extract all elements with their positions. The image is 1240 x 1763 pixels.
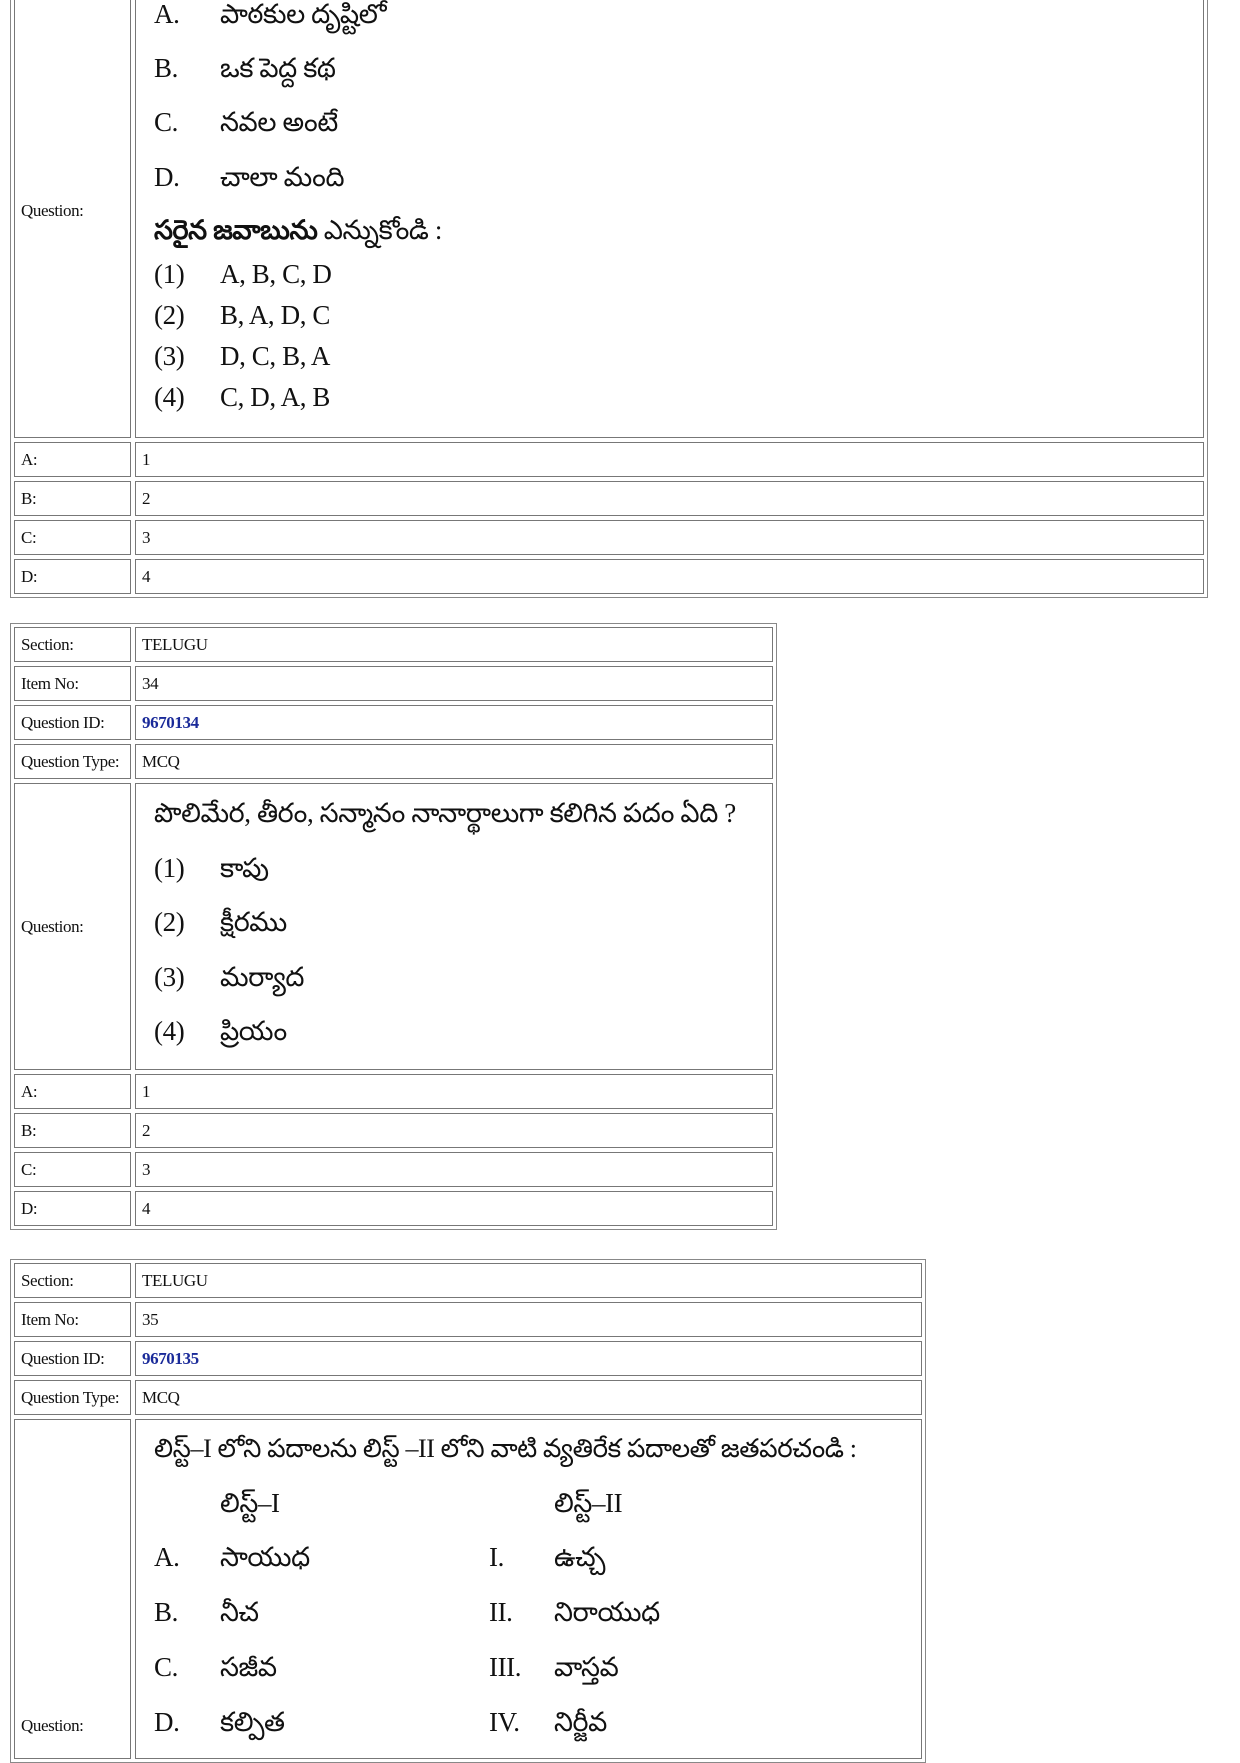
option-text: ఒక పెద్ద కథ [220,53,336,83]
answer-label: A: [14,442,131,477]
choice-text: D, C, B, A [220,341,331,371]
list1-text: సాయుధ [220,1542,310,1572]
choice-key: (3) [154,962,185,992]
list1-key: C. [154,1652,178,1682]
answer-value: 4 [135,1191,773,1226]
option-key: D. [154,162,180,192]
answer-label: B: [14,481,131,516]
option-text: పాఠకుల దృష్టిలో [220,0,387,29]
choice-text: B, A, D, C [220,300,331,330]
question-type-value: MCQ [135,1380,922,1415]
answer-value: 2 [135,481,1204,516]
choice-key: (2) [154,300,185,330]
section-value: TELUGU [135,627,773,662]
choice-text: C, D, A, B [220,382,331,412]
question-id-value: 9670135 [135,1341,922,1376]
question-type-label: Question Type: [14,1380,131,1415]
question-label: Question: [14,1419,131,1759]
choice-key: (2) [154,907,185,937]
option-text: నవల అంటే [220,107,338,137]
item-no-label: Item No: [14,1302,131,1337]
answer-label: B: [14,1113,131,1148]
answer-value: 3 [135,520,1204,555]
answer-value: 3 [135,1152,773,1187]
answer-value: 1 [135,442,1204,477]
answer-label: D: [14,559,131,594]
choice-key: (4) [154,382,185,412]
question-type-value: MCQ [135,744,773,779]
answer-label: D: [14,1191,131,1226]
item-no-value: 34 [135,666,773,701]
section-label: Section: [14,627,131,662]
instruction-bold: సరైన జవాబును [154,215,318,245]
list2-text: వాస్తవ [554,1652,619,1682]
instruction [154,215,442,253]
list1-text: సజీవ [220,1652,277,1682]
question-type-label: Question Type: [14,744,131,779]
list2-key: III. [489,1652,522,1682]
list2-key: IV. [489,1707,520,1737]
section-label: Section: [14,1263,131,1298]
item-no-value: 35 [135,1302,922,1337]
option-key: A. [154,0,180,29]
option-text: చాలా మంది [220,162,345,192]
instruction-rest: ఎన్నుకోండి : [317,215,442,245]
answer-label: C: [14,1152,131,1187]
choice-text: క్షీరము [220,907,287,937]
question-table-34 [10,623,777,1230]
list1-text: నీచ [220,1597,259,1627]
list1-text: కల్పిత [220,1707,285,1737]
question-table-35 [10,1259,926,1763]
question-content [135,0,1204,438]
answer-value: 2 [135,1113,773,1148]
choice-text: A, B, C, D [220,259,332,289]
question-id-label: Question ID: [14,1341,131,1376]
answer-label: A: [14,1074,131,1109]
question-stem: లిస్ట్–I లోని పదాలను లిస్ట్ –II లోని వాటి వ్యతిరేక పదాలతో జతపరచండి : [154,1434,857,1463]
answer-label: C: [14,520,131,555]
option-key: B. [154,53,178,83]
question-content [135,783,773,1070]
question-label: Question: [14,783,131,1070]
answer-value: 1 [135,1074,773,1109]
choice-key: (1) [154,853,185,883]
choice-key: (4) [154,1016,185,1046]
choice-text: కాపు [220,853,269,883]
list1-key: A. [154,1542,180,1572]
list2-key: I. [489,1542,504,1572]
choice-text: ప్రియం [220,1016,287,1046]
list1-key: D. [154,1707,180,1737]
section-value: TELUGU [135,1263,922,1298]
list1-header: లిస్ట్–I [220,1488,280,1518]
list2-text: నిరాయుధ [554,1597,660,1627]
choice-key: (3) [154,341,185,371]
answer-value: 4 [135,559,1204,594]
question-id-label: Question ID: [14,705,131,740]
item-no-label: Item No: [14,666,131,701]
question-label: Question: [14,0,131,438]
list2-key: II. [489,1597,513,1627]
choice-key: (1) [154,259,185,289]
list2-text: నిర్జీవ [554,1707,607,1737]
choice-text: మర్యాద [220,962,305,992]
question-table-33 [10,0,1208,598]
option-key: C. [154,107,178,137]
list2-text: ఉచ్చ [554,1542,606,1572]
list2-header: లిస్ట్–II [554,1488,623,1518]
question-content [135,1419,922,1759]
list1-key: B. [154,1597,178,1627]
question-id-value: 9670134 [135,705,773,740]
question-stem: పొలిమేర, తీరం, సన్మానం నానార్థాలుగా కలిగిన పదం ఏది ? [154,798,736,828]
